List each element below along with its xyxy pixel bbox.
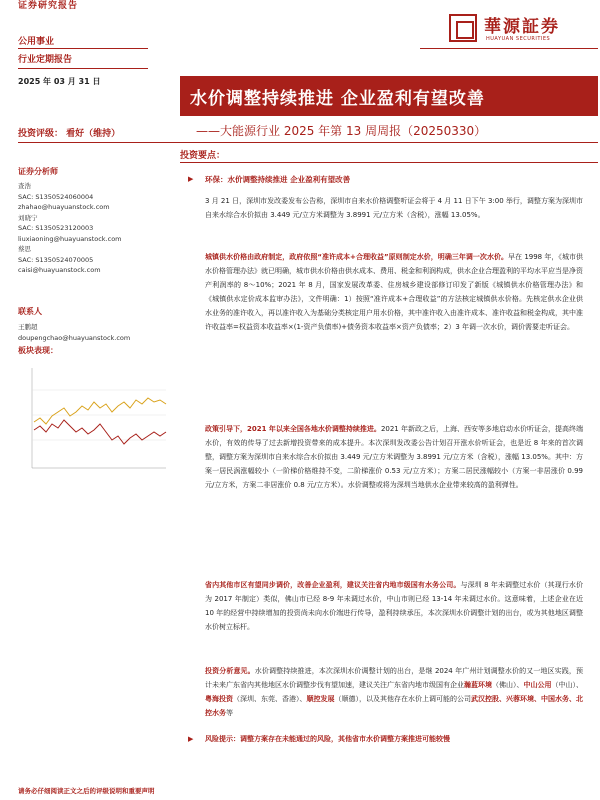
sector-performance-chart — [18, 360, 168, 480]
chart-label: 板块表现： — [18, 346, 58, 355]
series-line-1 — [34, 420, 166, 444]
divider — [18, 68, 148, 69]
analyst-email: liuxiaoning@huayuanstock.com — [18, 234, 122, 243]
paragraph-lead: 省内其他市区有望同步调价，改善企业盈利，建议关注省内地市级国有水务公司。 — [205, 581, 461, 589]
analyst-sac: SAC: S1350524060004 — [18, 192, 94, 201]
paragraph: 3 月 21 日，深圳市发改委发布公告称，深圳市自来水价格调整听证会将于 4 月 11 日下午 3:00 举行，调整方案为深圳市自来水综合水价拟由 3.449 元/立方米调整为 3.8991 元/立方米（含税），涨幅 13.05%。 — [205, 197, 583, 219]
analyst-email: zhahao@huayuanstock.com — [18, 203, 110, 211]
divider — [18, 142, 598, 143]
contact-label: 联系人 — [18, 307, 42, 316]
key-points-label: 投资要点： — [180, 151, 226, 161]
risk-warning: 风险提示：调整方案存在未能通过的风险，其他省市水价调整方案推进可能较慢 — [205, 735, 450, 743]
company-name: 武汉控股、兴蓉环境、中国水务、北控水务 — [205, 695, 583, 717]
paragraph-lead: 城镇供水价格由政府制定，政府依照“准许成本+合理收益”原则制定水价，明确三年调一次水价。 — [205, 253, 509, 261]
contact-block — [18, 322, 173, 343]
analyst-sac: SAC: S1350524070005 — [18, 255, 94, 264]
paragraph: 投资分析意见。水价调整持续推进，本次深圳水价调整计划的出台，是继 2024 年广州计划调整水价的又一地区实践，预计未来广东省内其他地区水价调整步伐有望加速，建议关注广东省内地市级国有企业瀚蓝环境（佛山）、中山公用（中山）、粤海投资（深圳、东莞、香港）、顺控发展（顺德），以及其他存在水价上调可能的公司武汉控股、兴蓉环境、中国水务、北控水务等 — [205, 667, 584, 717]
logo-mark-icon — [449, 14, 477, 42]
analyst-block — [18, 181, 173, 276]
contact-email: doupengchao@huayuanstock.com — [18, 333, 131, 342]
paragraph — [205, 578, 583, 634]
analyst-name: 刘晓宁 — [18, 213, 38, 222]
analyst-name: 蔡思 — [18, 245, 31, 253]
analysts-label: 证券分析师 — [18, 167, 58, 176]
analyst-email: caisi@huayuanstock.com — [18, 266, 101, 274]
paragraph — [205, 250, 583, 334]
company-name: 顺控发展 — [306, 695, 335, 703]
footer-disclaimer: 请务必仔细阅读正文之后的评级说明和重要声明 — [18, 787, 155, 795]
company-name: 粤海投资 — [205, 695, 233, 703]
category-secondary: 行业定期报告 — [18, 55, 73, 65]
header-divider — [420, 48, 598, 49]
company-name: 瀚蓝环境 — [464, 681, 492, 689]
chart-svg — [18, 360, 168, 480]
bullet-heading: 环保：水价调整持续推进 企业盈利有望改善 — [205, 175, 351, 184]
analyst-sac: SAC: S1350523120003 — [18, 224, 94, 232]
paragraph-body: 2021 年新政之后，上海、西安等多地启动水价听证会，提高终端水价，有效的传导了过去新增投资带来的成本提升。本次深圳发改委公告计划召开涨水价听证会，也是近 8 年来的首次调整，调整方案为深圳市自来水综合水价拟由 3.449 元/立方米调整为 3.8991 元/立方米（含税），涨幅 13.05%。其中：方案一居民涡涨幅较小（一阶梯价格维持不变，二阶梯涨价 0.53 元/立方米）；方案二居民涨幅较小（方案一非居涨价 0.99 元/立方米，方案二非居涨价 0.8 元/立方米）。水价调整或将为深圳当地供水企业带来较高的盈利弹性。 — [205, 425, 583, 489]
report-subtitle: ——大能源行业 2025 年第 13 周周报（20250330） — [196, 124, 487, 138]
divider — [180, 162, 598, 163]
category-primary: 公用事业 — [18, 37, 55, 47]
logo-english: HUAYUAN SECURITIES — [486, 36, 551, 42]
report-type: 证券研究报告 — [18, 1, 79, 11]
paragraph-lead: 投资分析意见。 — [205, 667, 255, 675]
report-title: 水价调整持续推进 企业盈利有望改善 — [190, 89, 485, 109]
logo-text: 華源証券 — [484, 17, 560, 37]
analyst-name: 查浩 — [18, 182, 31, 190]
investment-rating: 投资评级： 看好（维持） — [18, 129, 121, 139]
contact-name: 王鹏超 — [18, 323, 38, 331]
bullet-triangle-icon: ▶ — [188, 175, 194, 183]
paragraph-body: 早在 1998 年，《城市供水价格管理办法》就已明确，城市供水价格由供水成本、费用、税金和利润构成，供水企业合理盈利的平均水平应当是净资产利润率的 8～10%；2021 年 8 月，国家发展改革委、住房城乡建设部修订印发了新版《城镇供水价格管理办法》和《城镇供水定价成本监审办法》，文件明确：1）按照“准许成本+合理收益”的方法核定城镇供水价格。先核定供水企业供水业务的准许收入，再以准许收入为基础分类核定用户用水价格，其中准许收入由准许成本、准许收益和税金构成，其中准许收益率=权益资本收益率×(1-资产负债率)+债务资本收益率×资产负债率；2）3 年调一次水价，调价需要走听证会。 — [205, 253, 583, 331]
company-name: 中山公用 — [523, 681, 552, 689]
bullet-triangle-icon: ▶ — [188, 735, 194, 743]
paragraph-body: 与深圳 8 年未调整过水价（其现行水价为 2017 年制定）类似，佛山市已经 8-9 年未调过水价，中山市则已经 13-14 年未调过水价。这意味着，上述企业在近 10 年的经营中持续增加的投资尚未向水价端进行传导，盈利持续承压，本次深圳水价调整计划的出台，或为其他地区调整水价树立标杆。 — [205, 581, 584, 631]
paragraph-lead: 政策引导下，2021 年以来全国各地水价调整持续推进。 — [205, 425, 381, 433]
divider — [18, 48, 148, 49]
paragraph — [205, 422, 583, 492]
report-date: 2025 年 03 月 31 日 — [18, 77, 101, 86]
series-line-2 — [34, 398, 166, 424]
